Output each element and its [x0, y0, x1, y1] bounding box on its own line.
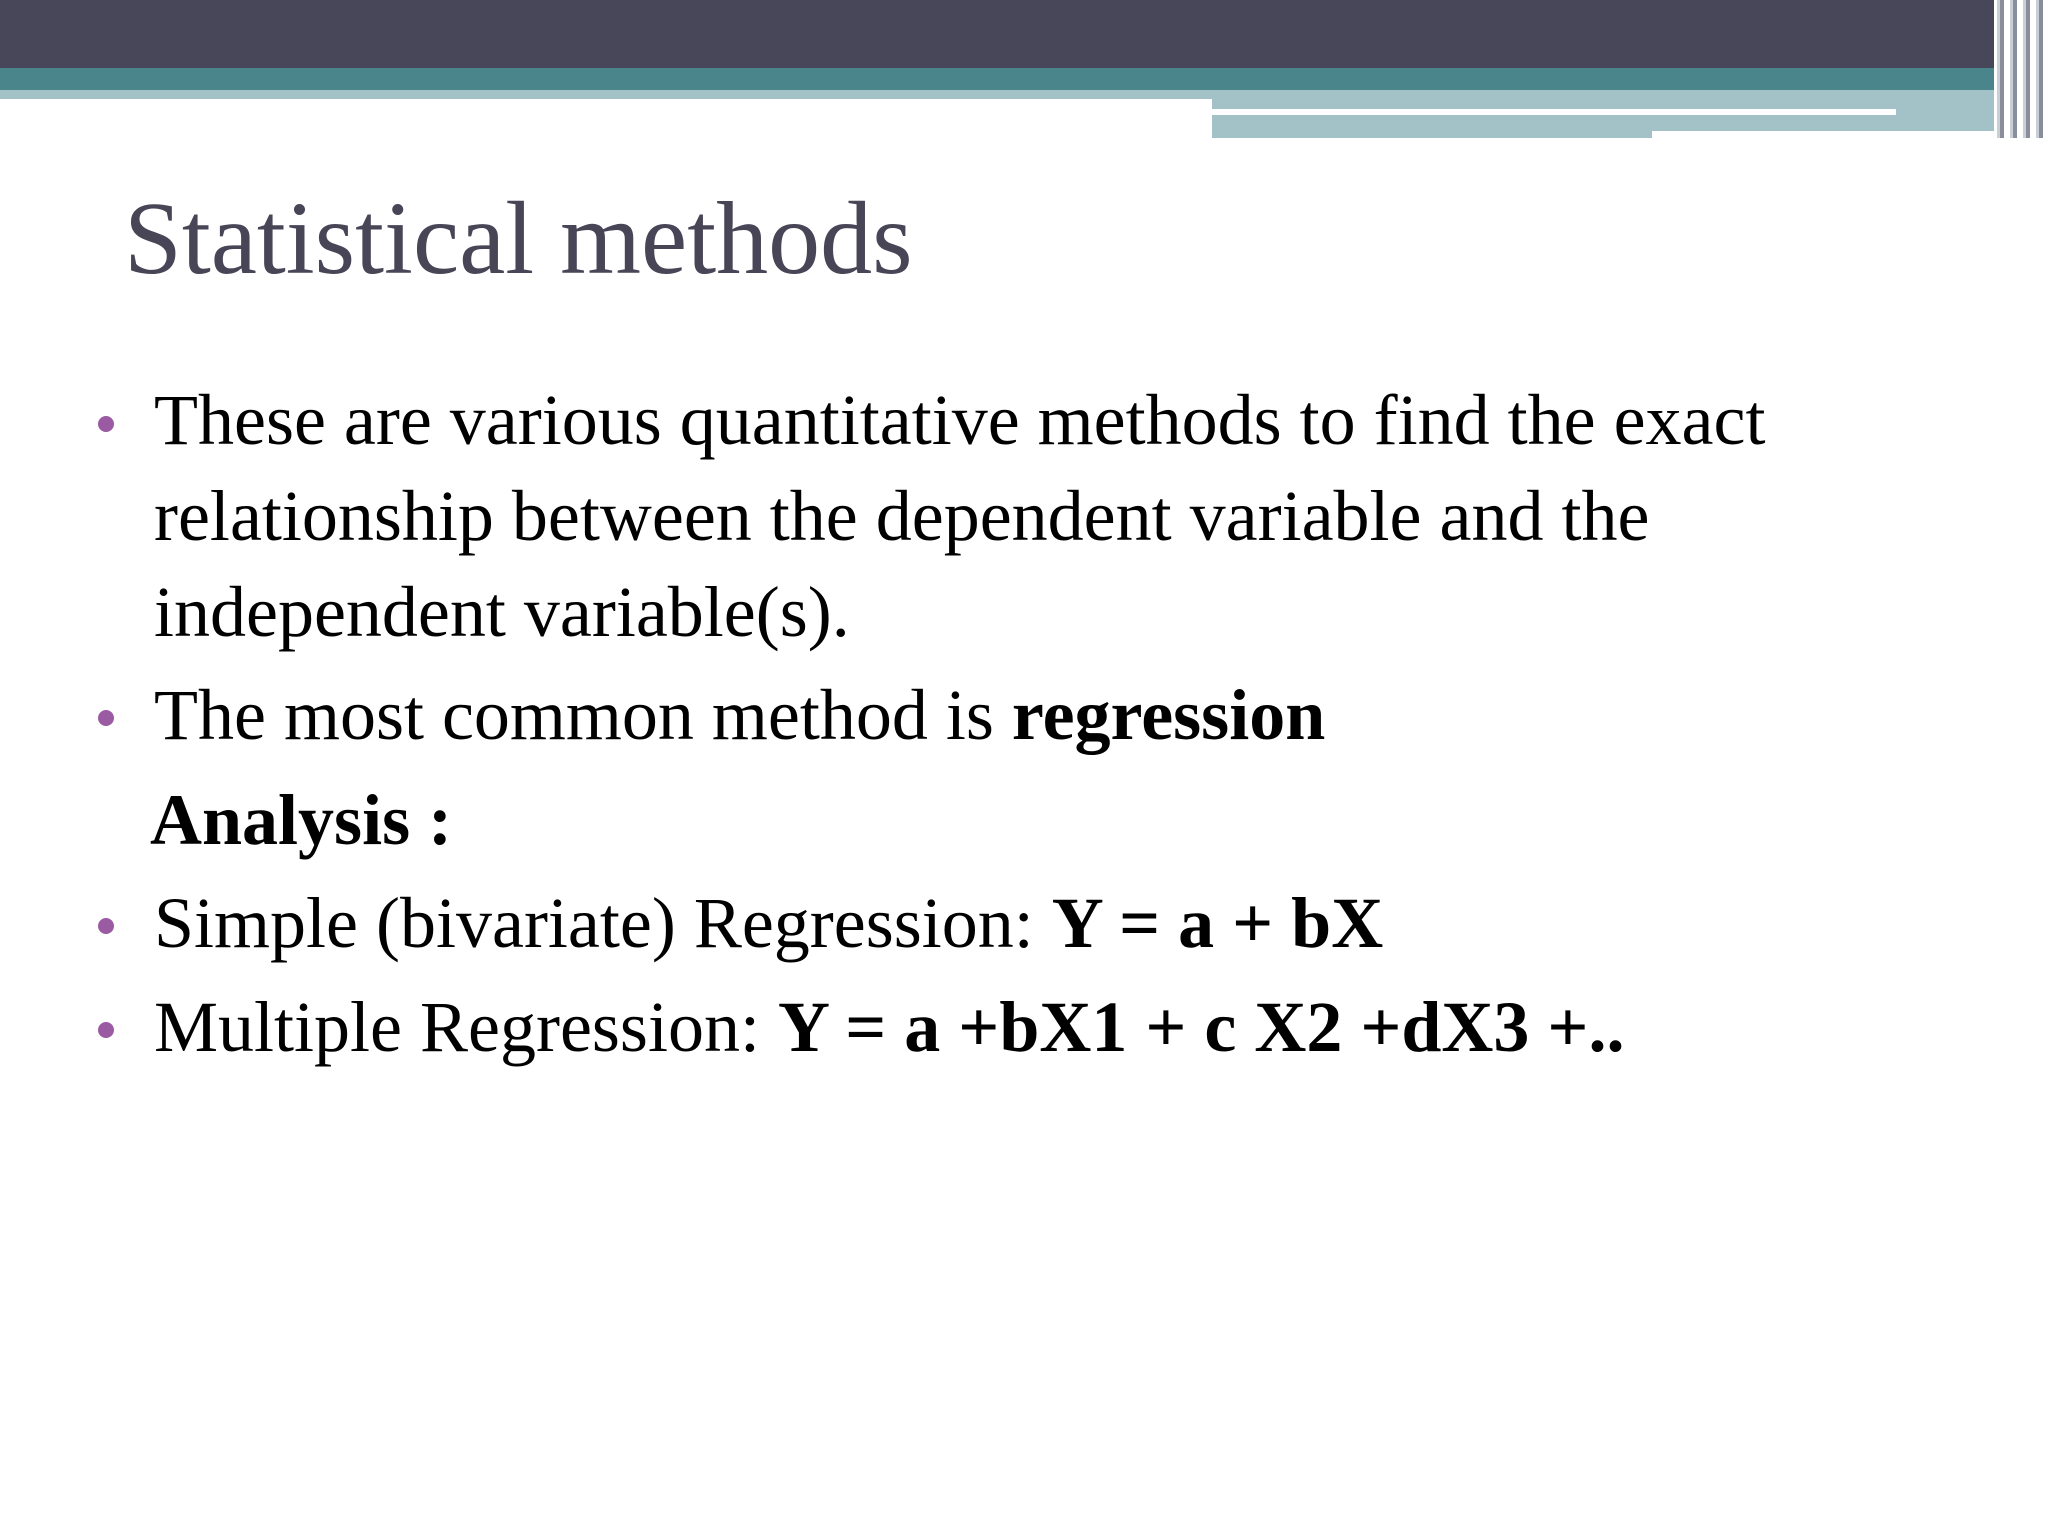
header-accent-line — [1652, 131, 2048, 138]
bullet-line: These are various quantitative methods to find the exact — [154, 380, 1766, 460]
bullet-item — [154, 875, 1954, 971]
analysis-subhead: Analysis : — [150, 780, 453, 860]
header-stripes — [1994, 0, 2048, 138]
bullet-text: Simple (bivariate) Regression: — [154, 883, 1052, 963]
formula: Y = a +bX1 + c X2 +dX3 +.. — [777, 987, 1625, 1067]
bullet-text: Multiple Regression: — [154, 987, 778, 1067]
bullet-dot — [98, 416, 114, 432]
header-accent-line — [1212, 109, 1896, 115]
header-teal-band — [0, 68, 2048, 90]
header-light-band — [0, 90, 1212, 99]
formula: Y = a + bX — [1051, 883, 1384, 963]
slide-title: Statistical methods — [124, 181, 913, 296]
bullet-dot — [98, 1022, 114, 1038]
bullet-line: independent variable(s). — [154, 572, 850, 652]
bullet-item — [154, 979, 1954, 1075]
bullet-dot — [98, 918, 114, 934]
bullet-dot — [98, 710, 114, 726]
bullet-item — [154, 667, 1954, 763]
bullet-item — [154, 372, 1954, 660]
header-dark-band — [0, 0, 2048, 68]
bullet-line: relationship between the dependent variable and the — [154, 476, 1650, 556]
bullet-text: The most common method is — [154, 675, 1012, 755]
bullet-bold-term: regression — [1011, 675, 1326, 755]
